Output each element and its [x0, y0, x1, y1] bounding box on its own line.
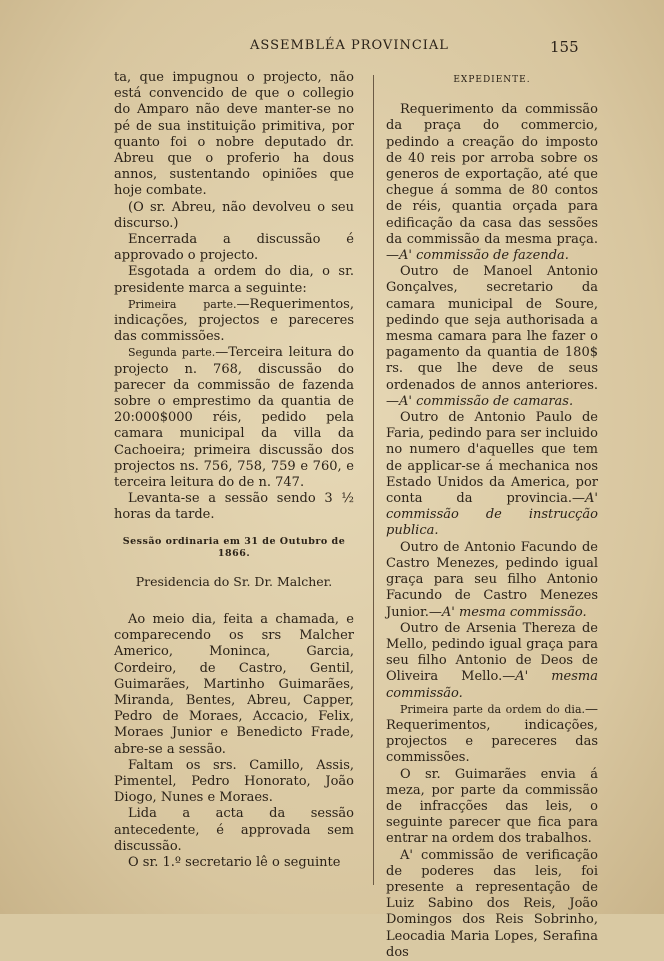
referral: A' mesma commissão.: [386, 669, 598, 701]
left-column: [114, 70, 354, 871]
paragraph: [386, 540, 598, 621]
paragraph: Lida a acta da sessão antecedente, é approvada sem discussão.: [114, 806, 354, 854]
paragraph: Levanta-se a sessão sendo 3 ½ horas da tarde.: [114, 491, 354, 523]
section-heading: EXPEDIENTE.: [453, 75, 531, 85]
paragraph-text: Outro de Antonio Paulo de Faria, pedindo para ser incluido no numero d'aquelles que tem de applicar-se á mechanica nos Estado Unidos da America, por conta da provincia.—: [386, 410, 598, 507]
paragraph: [386, 702, 598, 767]
paragraph: O sr. Guimarães envia á meza, por parte da commissão de infracções das leis, o seguinte parecer que fica para entrar na ordem dos trabalhos.: [386, 766, 598, 847]
session-title: Sessão ordinaria em 31 de Outubro de 1866.: [122, 535, 346, 559]
paragraph-lead: Primeira parte da ordem do dia.: [400, 702, 585, 716]
referral: A' commissão de instrucção publica.: [386, 491, 598, 539]
paragraph: Faltam os srs. Camillo, Assis, Pimentel, Pedro Honorato, João Diogo, Nunes e Moraes.: [114, 757, 354, 806]
referral: A' commissão de fazenda.: [399, 248, 569, 264]
page-number: 155: [550, 38, 579, 56]
paragraph: [386, 410, 598, 540]
paragraph-text: Outro de Arsenia Thereza de Mello, pedindo igual graça para seu filho Antonio de Deos de Oliveira Mello.—: [386, 620, 598, 685]
paragraph: [114, 345, 354, 491]
column-divider: [373, 75, 374, 885]
paragraph: O sr. 1.º secretario lê o seguinte: [128, 854, 341, 870]
paragraph: [114, 297, 354, 346]
paragraph: [386, 264, 598, 410]
paragraph-text: —Requerimentos, indicações, projectos e pareceres das commissões.: [114, 296, 354, 345]
paragraph-text: Outro de Manoel Antonio Gonçalves, secretario da camara municipal de Soure, pedindo que seja authorisada a mesma camara para lhe fazer o pagamento da quantia de 180$ rs. que lhe deve de seus ordenados de annos anteriores.—: [386, 264, 598, 409]
paragraph-text: Requerimento da commissão da praça do commercio, pedindo a creação do imposto de 40 reis por arroba sobre os generos de exportação, até que chegue á somma de 80 contos de réis, quantia orçada para edificação da casa das sessões da commissão da mesma praça.—: [386, 102, 598, 264]
presidency-title: Presidencia do Sr. Dr. Malcher.: [135, 573, 333, 589]
paragraph: Ao meio dia, feita a chamada, e comparecendo os srs Malcher Americo, Moninca, Garcia, Cordeiro, de Castro, Gentil, Guimarães, Martinho Guimarães, Miranda, Bentes, Abreu, Capper, Pedro de Moraes, Accacio, Felix, Moraes Junior e Benedicto Frade, abre-se a sessão.: [114, 611, 354, 757]
referral: A' commissão de camaras.: [399, 393, 574, 409]
running-head: ASSEMBLÉA PROVINCIAL: [250, 38, 449, 53]
paragraph-text: Outro de Antonio Facundo de Castro Menezes, pedindo igual graça para seu filho Antonio Facundo de Castro Menezes Junior.—: [386, 539, 598, 620]
paragraph-text: —Terceira leitura do projecto n. 768, discussão do parecer da commissão de fazenda sobre o emprestimo da quantia de 20:000$000 réis, pedido pela camara municipal da villa da Cachoeira; primeira discussão dos projectos ns. 756, 758, 759 e 760, e terceira leitura do de n. 747.: [114, 345, 355, 491]
right-column: [386, 70, 598, 961]
paragraph-lead: Primeira parte.: [128, 297, 237, 311]
paragraph: A' commissão de verificação de poderes das leis, foi presente a representação de Luiz Sabino dos Reis, João Domingos dos Reis Sobrinho, Leocadia Maria Lopes, Serafina dos: [386, 847, 598, 960]
referral: A' mesma commissão.: [441, 604, 587, 620]
paragraph: [386, 102, 598, 264]
paragraph: Esgotada a ordem do dia, o sr. presidente marca a seguinte:: [114, 264, 354, 296]
paragraph: [386, 621, 598, 702]
paragraph: Encerrada a discussão é approvado o projecto.: [114, 232, 354, 264]
paragraph-text: —Requerimentos, indicações, projectos e pareceres das commissões.: [386, 701, 598, 766]
paragraph: (O sr. Abreu, não devolveu o seu discurso.): [114, 199, 354, 231]
paragraph-lead: Segunda parte.: [128, 346, 216, 360]
paragraph: ta, que impugnou o projecto, não está convencido de que o collegio do Amparo não deve manter-se no pé de sua instituição primitiva, por quanto foi o nobre deputado dr. Abreu que o proferio ha dous annos, sustentando opiniões que hoje combate.: [114, 70, 354, 199]
